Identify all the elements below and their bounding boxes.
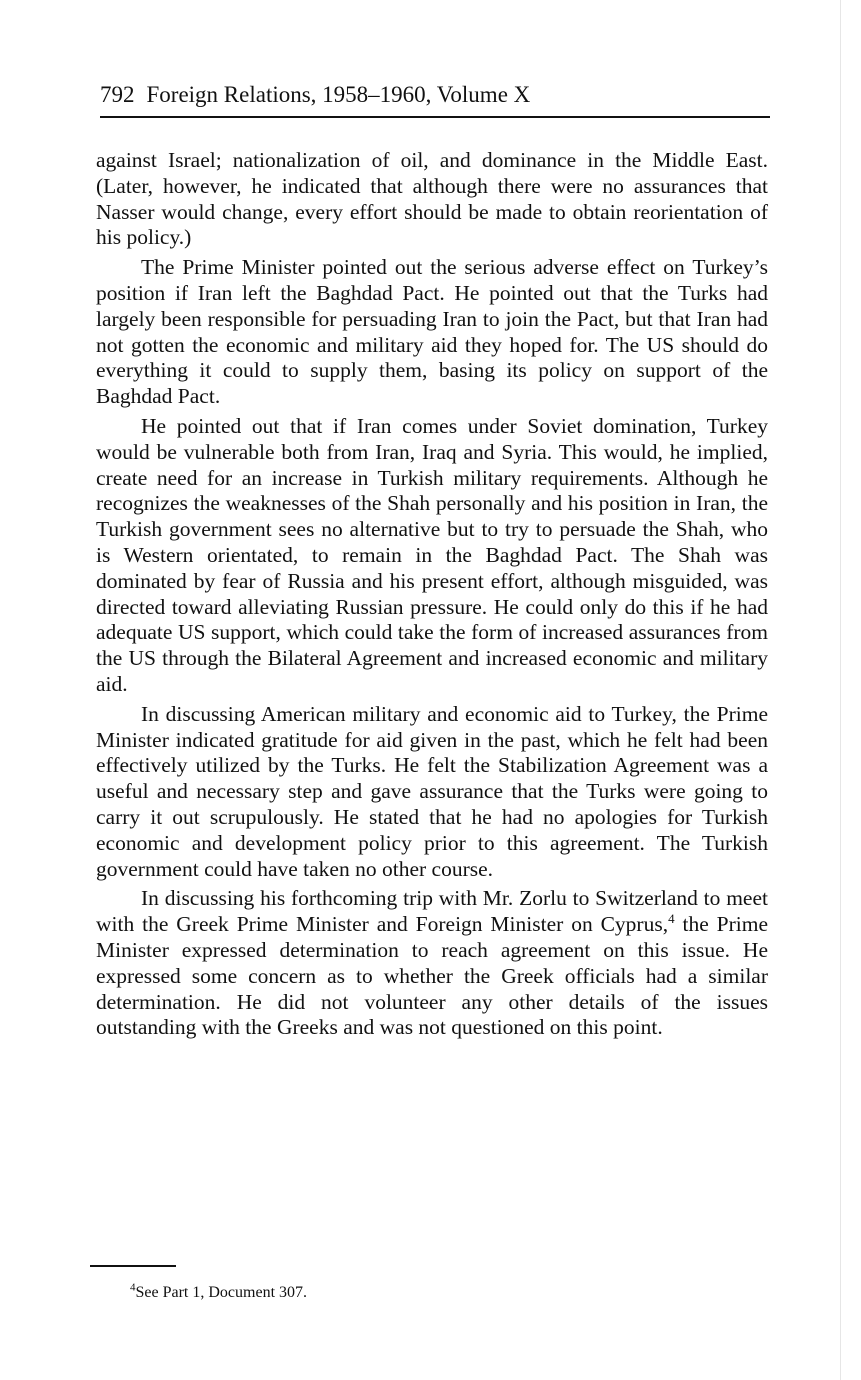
- footnote-divider: [90, 1265, 176, 1267]
- paragraph-aid-to-turkey: In discussing American military and economic aid to Turkey, the Prime Minister indicated gratitude for aid given in the past, which he felt had been effectively utilized by the Turks. He felt the Stabilization Agreement was a useful and necessary step and gave assurance that the Turks were going to carry it out scrupulously. He stated that he had no apologies for Turkish economic and development policy prior to this agreement. The Turkish government could have taken no other course.: [96, 701, 768, 881]
- paragraph-cyprus-trip: [96, 886, 768, 1041]
- page-edge: [840, 0, 861, 1380]
- footnote-text: See Part 1, Document 307.: [135, 1284, 308, 1301]
- footnote-reference[interactable]: 4: [668, 910, 675, 926]
- footnote-marker: 4: [130, 1281, 136, 1294]
- paragraph-iran-soviet-domination: He pointed out that if Iran comes under Soviet domination, Turkey would be vulnerable both from Iran, Iraq and Syria. This would, he implied, create need for an increase in Turkish military requirements. Although he recognizes the weaknesses of the Shah personally and his position in Iran, the Turkish government sees no alternative but to try to persuade the Shah, who is Western orientated, to remain in the Baghdad Pact. The Shah was dominated by fear of Russia and his present effort, although misguided, was directed toward alleviating Russian pressure. He could only do this if he had adequate US support, which could take the form of increased assurances from the US through the Bilateral Agreement and increased economic and military aid.: [96, 413, 768, 696]
- running-head: [100, 80, 770, 118]
- paragraph-continuation: against Israel; nationalization of oil, and dominance in the Middle East. (Later, however, he indicated that although there were no assurances that Nasser would change, every effort should be made to obtain reorientation of his policy.): [96, 148, 768, 250]
- cyprus-text-before-note: In discussing his forthcoming trip with Mr. Zorlu to Switzerland to meet with the Greek Prime Minister and Foreign Minister on Cyprus,: [96, 886, 768, 937]
- body-text: [96, 148, 768, 1041]
- paragraph-baghdad-pact: The Prime Minister pointed out the serious adverse effect on Turkey’s position if Iran left the Baghdad Pact. He pointed out that the Turks had largely been responsible for persuading Iran to join the Pact, but that Iran had not gotten the economic and military aid they hoped for. The US should do everything it could to supply them, basing its policy on support of the Baghdad Pact.: [96, 255, 768, 409]
- footnote: [130, 1283, 307, 1303]
- page-number: 792: [100, 82, 135, 107]
- volume-title: Foreign Relations, 1958–1960, Volume X: [146, 82, 531, 107]
- cyprus-text-after-note: the Prime Minister expressed determination to reach agreement on this issue. He expressed some concern as to whether the Greek officials had a similar determination. He did not volunteer any other details of the issues outstanding with the Greeks and was not questioned on this point.: [96, 912, 768, 1040]
